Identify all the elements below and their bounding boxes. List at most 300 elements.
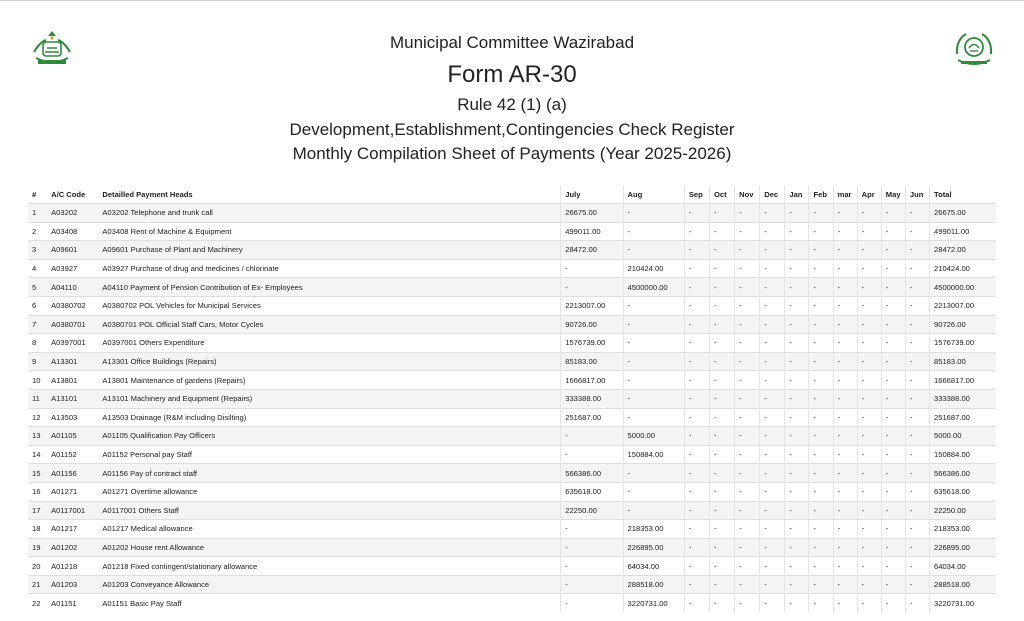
cell-payment-head: A04110 Payment of Pension Contribution of Ex- Employees bbox=[98, 278, 560, 297]
cell-jan: - bbox=[785, 315, 809, 334]
cell-mar: - bbox=[833, 427, 857, 446]
cell-sep: - bbox=[684, 204, 709, 223]
cell-feb: - bbox=[809, 501, 833, 520]
cell-oct: - bbox=[709, 575, 734, 594]
cell-aug: 288518.00 bbox=[623, 575, 684, 594]
cell-oct: - bbox=[709, 315, 734, 334]
cell-apr: - bbox=[857, 482, 881, 501]
cell-sep: - bbox=[684, 445, 709, 464]
cell-aug: - bbox=[623, 241, 684, 260]
cell-may: - bbox=[881, 259, 905, 278]
cell-mar: - bbox=[833, 538, 857, 557]
cell-jun: - bbox=[905, 427, 929, 446]
cell-nov: - bbox=[735, 259, 760, 278]
cell-jun: - bbox=[905, 389, 929, 408]
cell-dec: - bbox=[760, 501, 785, 520]
cell-july: 1576739.00 bbox=[561, 334, 623, 353]
cell-july: 85183.00 bbox=[561, 352, 623, 371]
cell-jan: - bbox=[785, 482, 809, 501]
cell-aug: - bbox=[623, 204, 684, 223]
cell-nov: - bbox=[735, 296, 760, 315]
cell-payment-head: A01203 Conveyance Allowance bbox=[98, 575, 560, 594]
cell-aug: 4500000.00 bbox=[623, 278, 684, 297]
cell-feb: - bbox=[809, 445, 833, 464]
cell-mar: - bbox=[833, 278, 857, 297]
cell-may: - bbox=[881, 222, 905, 241]
cell-mar: - bbox=[833, 259, 857, 278]
table-row bbox=[28, 445, 996, 464]
cell-mar: - bbox=[833, 296, 857, 315]
cell-payment-head: A01271 Overtime allowance bbox=[98, 482, 560, 501]
cell-feb: - bbox=[809, 222, 833, 241]
cell-jun: - bbox=[905, 482, 929, 501]
cell-mar: - bbox=[833, 520, 857, 539]
cell-dec: - bbox=[760, 315, 785, 334]
cell-ac-code: A03202 bbox=[47, 204, 98, 223]
table-row bbox=[28, 222, 996, 241]
cell-july: - bbox=[561, 259, 623, 278]
cell-index: 21 bbox=[28, 575, 47, 594]
cell-ac-code: A03408 bbox=[47, 222, 98, 241]
cell-feb: - bbox=[809, 389, 833, 408]
cell-aug: 150884.00 bbox=[623, 445, 684, 464]
cell-mar: - bbox=[833, 594, 857, 612]
cell-ac-code: A0380702 bbox=[47, 296, 98, 315]
cell-ac-code: A04110 bbox=[47, 278, 98, 297]
cell-index: 17 bbox=[28, 501, 47, 520]
cell-dec: - bbox=[760, 334, 785, 353]
cell-oct: - bbox=[709, 408, 734, 427]
cell-july: 333388.00 bbox=[561, 389, 623, 408]
cell-oct: - bbox=[709, 464, 734, 483]
cell-mar: - bbox=[833, 204, 857, 223]
cell-oct: - bbox=[709, 557, 734, 576]
cell-nov: - bbox=[735, 315, 760, 334]
cell-july: 566386.00 bbox=[561, 464, 623, 483]
cell-dec: - bbox=[760, 557, 785, 576]
cell-apr: - bbox=[857, 538, 881, 557]
cell-apr: - bbox=[857, 594, 881, 612]
cell-apr: - bbox=[857, 352, 881, 371]
cell-nov: - bbox=[735, 427, 760, 446]
cell-feb: - bbox=[809, 408, 833, 427]
cell-payment-head: A0380701 POL Official Staff Cars, Motor Cycles bbox=[98, 315, 560, 334]
cell-ac-code: A13101 bbox=[47, 389, 98, 408]
cell-mar: - bbox=[833, 464, 857, 483]
cell-jan: - bbox=[785, 204, 809, 223]
sheet-title: Monthly Compilation Sheet of Payments (Year 2025-2026) bbox=[292, 144, 732, 163]
table-row bbox=[28, 520, 996, 539]
cell-dec: - bbox=[760, 222, 785, 241]
cell-sep: - bbox=[684, 575, 709, 594]
cell-index: 7 bbox=[28, 315, 47, 334]
cell-total: 2213007.00 bbox=[930, 296, 997, 315]
column-header-index: # bbox=[32, 190, 37, 199]
cell-mar: - bbox=[833, 371, 857, 390]
table-row bbox=[28, 204, 996, 223]
cell-nov: - bbox=[735, 278, 760, 297]
cell-july: 499011.00 bbox=[561, 222, 623, 241]
cell-may: - bbox=[881, 278, 905, 297]
cell-payment-head: A03927 Purchase of drug and medicines / chlorinate bbox=[98, 259, 560, 278]
cell-aug: - bbox=[623, 371, 684, 390]
cell-nov: - bbox=[735, 594, 760, 612]
cell-aug: - bbox=[623, 389, 684, 408]
cell-may: - bbox=[881, 482, 905, 501]
cell-jan: - bbox=[785, 501, 809, 520]
cell-payment-head: A13503 Drainage (R&M including Disilting) bbox=[98, 408, 560, 427]
cell-feb: - bbox=[809, 538, 833, 557]
cell-apr: - bbox=[857, 408, 881, 427]
cell-sep: - bbox=[684, 389, 709, 408]
cell-nov: - bbox=[735, 352, 760, 371]
table-row bbox=[28, 501, 996, 520]
cell-payment-head: A0397001 Others Expenditure bbox=[98, 334, 560, 353]
cell-nov: - bbox=[735, 389, 760, 408]
cell-july: - bbox=[561, 445, 623, 464]
cell-aug: - bbox=[623, 464, 684, 483]
cell-may: - bbox=[881, 594, 905, 612]
cell-total: 251687.00 bbox=[930, 408, 997, 427]
cell-ac-code: A13801 bbox=[47, 371, 98, 390]
cell-payment-head: A0117001 Others Staff bbox=[98, 501, 560, 520]
cell-sep: - bbox=[684, 501, 709, 520]
cell-total: 218353.00 bbox=[930, 520, 997, 539]
cell-oct: - bbox=[709, 352, 734, 371]
table-row bbox=[28, 538, 996, 557]
table-row bbox=[28, 427, 996, 446]
cell-aug: 5000.00 bbox=[623, 427, 684, 446]
cell-jan: - bbox=[785, 464, 809, 483]
column-header-oct: Oct bbox=[709, 186, 734, 204]
cell-jun: - bbox=[905, 557, 929, 576]
cell-index: 12 bbox=[28, 408, 47, 427]
cell-jun: - bbox=[905, 259, 929, 278]
cell-sep: - bbox=[684, 557, 709, 576]
table-row bbox=[28, 278, 996, 297]
cell-dec: - bbox=[760, 520, 785, 539]
column-header-dec: Dec bbox=[760, 186, 785, 204]
cell-jan: - bbox=[785, 371, 809, 390]
cell-july: - bbox=[561, 557, 623, 576]
organization-name: Municipal Committee Wazirabad bbox=[389, 33, 635, 52]
cell-dec: - bbox=[760, 408, 785, 427]
cell-total: 90726.00 bbox=[930, 315, 997, 334]
cell-jan: - bbox=[785, 408, 809, 427]
cell-may: - bbox=[881, 538, 905, 557]
table-row bbox=[28, 334, 996, 353]
cell-jun: - bbox=[905, 594, 929, 612]
cell-apr: - bbox=[857, 222, 881, 241]
column-header-apr: Apr bbox=[857, 186, 881, 204]
column-header-sep: Sep bbox=[684, 186, 709, 204]
cell-nov: - bbox=[735, 241, 760, 260]
cell-july: - bbox=[561, 427, 623, 446]
cell-aug: - bbox=[623, 296, 684, 315]
cell-sep: - bbox=[684, 352, 709, 371]
cell-ac-code: A01218 bbox=[47, 557, 98, 576]
cell-payment-head: A01217 Medical allowance bbox=[98, 520, 560, 539]
form-title: Form AR-30 bbox=[447, 61, 577, 88]
cell-nov: - bbox=[735, 575, 760, 594]
cell-mar: - bbox=[833, 241, 857, 260]
cell-jun: - bbox=[905, 538, 929, 557]
cell-nov: - bbox=[735, 222, 760, 241]
cell-nov: - bbox=[735, 371, 760, 390]
cell-total: 499011.00 bbox=[930, 222, 997, 241]
cell-apr: - bbox=[857, 389, 881, 408]
cell-ac-code: A09601 bbox=[47, 241, 98, 260]
cell-may: - bbox=[881, 241, 905, 260]
cell-may: - bbox=[881, 575, 905, 594]
cell-payment-head: A03408 Rent of Machine & Equipment bbox=[98, 222, 560, 241]
cell-oct: - bbox=[709, 389, 734, 408]
cell-sep: - bbox=[684, 464, 709, 483]
cell-mar: - bbox=[833, 501, 857, 520]
cell-may: - bbox=[881, 520, 905, 539]
cell-index: 13 bbox=[28, 427, 47, 446]
cell-apr: - bbox=[857, 501, 881, 520]
cell-payment-head: A13301 Office Buildings (Repairs) bbox=[98, 352, 560, 371]
cell-feb: - bbox=[809, 464, 833, 483]
cell-total: 5000.00 bbox=[930, 427, 997, 446]
cell-feb: - bbox=[809, 259, 833, 278]
cell-oct: - bbox=[709, 278, 734, 297]
cell-jun: - bbox=[905, 278, 929, 297]
cell-oct: - bbox=[709, 520, 734, 539]
cell-sep: - bbox=[684, 371, 709, 390]
column-header-feb: Feb bbox=[809, 186, 833, 204]
table-row bbox=[28, 296, 996, 315]
cell-may: - bbox=[881, 408, 905, 427]
cell-aug: - bbox=[623, 334, 684, 353]
cell-may: - bbox=[881, 427, 905, 446]
cell-index: 14 bbox=[28, 445, 47, 464]
cell-sep: - bbox=[684, 315, 709, 334]
cell-may: - bbox=[881, 445, 905, 464]
table-row bbox=[28, 241, 996, 260]
cell-oct: - bbox=[709, 594, 734, 612]
cell-total: 226895.00 bbox=[930, 538, 997, 557]
cell-oct: - bbox=[709, 482, 734, 501]
cell-oct: - bbox=[709, 296, 734, 315]
cell-index: 5 bbox=[28, 278, 47, 297]
cell-ac-code: A0380701 bbox=[47, 315, 98, 334]
cell-nov: - bbox=[735, 520, 760, 539]
cell-feb: - bbox=[809, 241, 833, 260]
cell-ac-code: A01217 bbox=[47, 520, 98, 539]
cell-total: 4500000.00 bbox=[930, 278, 997, 297]
cell-may: - bbox=[881, 389, 905, 408]
cell-july: 2213007.00 bbox=[561, 296, 623, 315]
cell-nov: - bbox=[735, 445, 760, 464]
cell-index: 22 bbox=[28, 594, 47, 612]
cell-dec: - bbox=[760, 371, 785, 390]
cell-mar: - bbox=[833, 482, 857, 501]
cell-sep: - bbox=[684, 334, 709, 353]
cell-sep: - bbox=[684, 278, 709, 297]
cell-ac-code: A13503 bbox=[47, 408, 98, 427]
column-header-ac-code: A/C Code bbox=[51, 190, 86, 199]
cell-july: 22250.00 bbox=[561, 501, 623, 520]
table-row bbox=[28, 315, 996, 334]
cell-payment-head: A01151 Basic Pay Staff bbox=[98, 594, 560, 612]
cell-sep: - bbox=[684, 222, 709, 241]
cell-july: 26675.00 bbox=[561, 204, 623, 223]
cell-jun: - bbox=[905, 464, 929, 483]
table-row bbox=[28, 594, 996, 612]
table-row bbox=[28, 352, 996, 371]
cell-dec: - bbox=[760, 296, 785, 315]
cell-jun: - bbox=[905, 445, 929, 464]
cell-jan: - bbox=[785, 538, 809, 557]
cell-ac-code: A0117001 bbox=[47, 501, 98, 520]
cell-payment-head: A01105 Qualification Pay Officers bbox=[98, 427, 560, 446]
cell-dec: - bbox=[760, 241, 785, 260]
cell-dec: - bbox=[760, 594, 785, 612]
cell-ac-code: A01151 bbox=[47, 594, 98, 612]
cell-total: 64034.00 bbox=[930, 557, 997, 576]
report-header bbox=[0, 31, 1024, 167]
cell-payment-head: A0380702 POL Vehicles for Municipal Services bbox=[98, 296, 560, 315]
cell-jan: - bbox=[785, 575, 809, 594]
cell-july: 90726.00 bbox=[561, 315, 623, 334]
cell-jan: - bbox=[785, 557, 809, 576]
table-header-row bbox=[28, 186, 996, 204]
cell-oct: - bbox=[709, 222, 734, 241]
cell-oct: - bbox=[709, 241, 734, 260]
cell-total: 566386.00 bbox=[930, 464, 997, 483]
cell-oct: - bbox=[709, 334, 734, 353]
cell-jun: - bbox=[905, 241, 929, 260]
cell-jan: - bbox=[785, 259, 809, 278]
cell-mar: - bbox=[833, 445, 857, 464]
cell-dec: - bbox=[760, 445, 785, 464]
cell-oct: - bbox=[709, 371, 734, 390]
cell-payment-head: A13101 Machinery and Equipment (Repairs) bbox=[98, 389, 560, 408]
table-row bbox=[28, 371, 996, 390]
cell-may: - bbox=[881, 315, 905, 334]
cell-july: - bbox=[561, 538, 623, 557]
cell-apr: - bbox=[857, 575, 881, 594]
cell-july: 28472.00 bbox=[561, 241, 623, 260]
cell-aug: 64034.00 bbox=[623, 557, 684, 576]
cell-sep: - bbox=[684, 241, 709, 260]
cell-jan: - bbox=[785, 222, 809, 241]
cell-sep: - bbox=[684, 482, 709, 501]
cell-jun: - bbox=[905, 575, 929, 594]
cell-nov: - bbox=[735, 464, 760, 483]
cell-index: 6 bbox=[28, 296, 47, 315]
cell-oct: - bbox=[709, 427, 734, 446]
column-header-jun: Jun bbox=[905, 186, 929, 204]
cell-feb: - bbox=[809, 296, 833, 315]
cell-total: 635618.00 bbox=[930, 482, 997, 501]
cell-feb: - bbox=[809, 482, 833, 501]
cell-apr: - bbox=[857, 259, 881, 278]
cell-ac-code: A13301 bbox=[47, 352, 98, 371]
cell-aug: 3220731.00 bbox=[623, 594, 684, 612]
table-row bbox=[28, 464, 996, 483]
cell-index: 10 bbox=[28, 371, 47, 390]
cell-mar: - bbox=[833, 389, 857, 408]
cell-jun: - bbox=[905, 204, 929, 223]
cell-feb: - bbox=[809, 371, 833, 390]
cell-jan: - bbox=[785, 278, 809, 297]
cell-july: - bbox=[561, 520, 623, 539]
cell-feb: - bbox=[809, 334, 833, 353]
cell-payment-head: A01218 Fixed contingent/stationary allowance bbox=[98, 557, 560, 576]
cell-apr: - bbox=[857, 334, 881, 353]
cell-nov: - bbox=[735, 538, 760, 557]
cell-mar: - bbox=[833, 352, 857, 371]
cell-total: 22250.00 bbox=[930, 501, 997, 520]
cell-total: 288518.00 bbox=[930, 575, 997, 594]
cell-mar: - bbox=[833, 408, 857, 427]
cell-nov: - bbox=[735, 482, 760, 501]
cell-ac-code: A01203 bbox=[47, 575, 98, 594]
cell-index: 16 bbox=[28, 482, 47, 501]
cell-may: - bbox=[881, 204, 905, 223]
cell-total: 1666817.00 bbox=[930, 371, 997, 390]
cell-jan: - bbox=[785, 427, 809, 446]
column-header-may: May bbox=[881, 186, 905, 204]
cell-index: 18 bbox=[28, 520, 47, 539]
cell-jan: - bbox=[785, 334, 809, 353]
cell-jan: - bbox=[785, 594, 809, 612]
cell-oct: - bbox=[709, 204, 734, 223]
cell-mar: - bbox=[833, 315, 857, 334]
cell-payment-head: A01156 Pay of contract staff bbox=[98, 464, 560, 483]
payments-table bbox=[28, 186, 996, 612]
cell-apr: - bbox=[857, 241, 881, 260]
cell-index: 4 bbox=[28, 259, 47, 278]
cell-apr: - bbox=[857, 315, 881, 334]
cell-ac-code: A0397001 bbox=[47, 334, 98, 353]
cell-dec: - bbox=[760, 352, 785, 371]
cell-dec: - bbox=[760, 538, 785, 557]
cell-aug: - bbox=[623, 222, 684, 241]
cell-jan: - bbox=[785, 520, 809, 539]
cell-oct: - bbox=[709, 538, 734, 557]
cell-sep: - bbox=[684, 594, 709, 612]
cell-nov: - bbox=[735, 334, 760, 353]
cell-apr: - bbox=[857, 520, 881, 539]
cell-apr: - bbox=[857, 427, 881, 446]
top-border bbox=[0, 0, 1024, 1]
cell-dec: - bbox=[760, 427, 785, 446]
table-row bbox=[28, 575, 996, 594]
cell-may: - bbox=[881, 296, 905, 315]
cell-dec: - bbox=[760, 278, 785, 297]
cell-apr: - bbox=[857, 278, 881, 297]
cell-ac-code: A03927 bbox=[47, 259, 98, 278]
cell-payment-head: A03202 Telephone and trunk call bbox=[98, 204, 560, 223]
cell-mar: - bbox=[833, 557, 857, 576]
cell-payment-head: A01202 House rent Allowance bbox=[98, 538, 560, 557]
cell-jun: - bbox=[905, 520, 929, 539]
cell-index: 8 bbox=[28, 334, 47, 353]
cell-jun: - bbox=[905, 296, 929, 315]
cell-dec: - bbox=[760, 575, 785, 594]
cell-may: - bbox=[881, 334, 905, 353]
cell-july: 635618.00 bbox=[561, 482, 623, 501]
cell-dec: - bbox=[760, 259, 785, 278]
cell-dec: - bbox=[760, 482, 785, 501]
cell-aug: - bbox=[623, 408, 684, 427]
cell-index: 2 bbox=[28, 222, 47, 241]
cell-index: 9 bbox=[28, 352, 47, 371]
